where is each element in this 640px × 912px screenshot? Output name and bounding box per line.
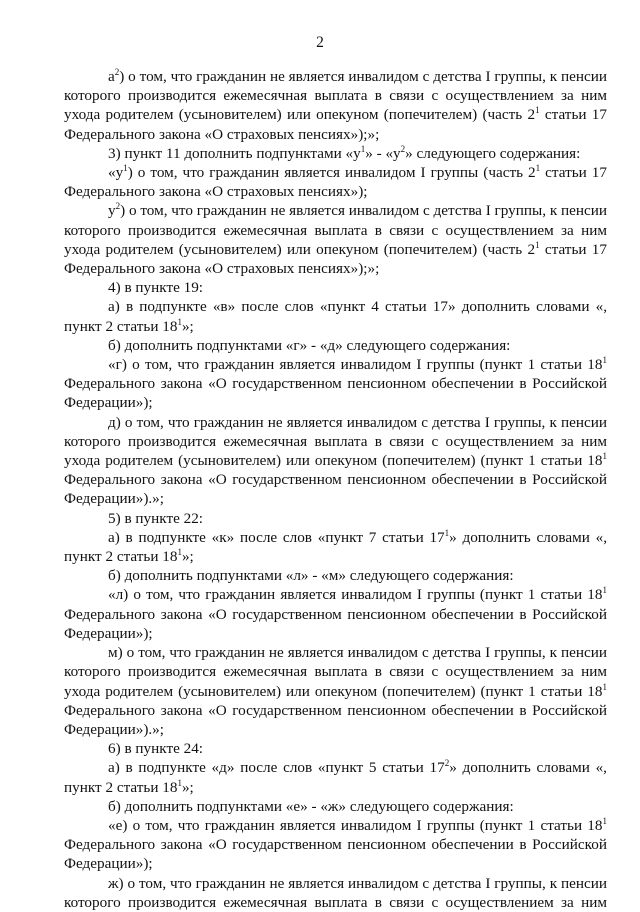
paragraph: а) в подпункте «в» после слов «пункт 4 статьи 17» дополнить словами «, пункт 2 статьи $18^1$»; [64,298,607,335]
page-number: 2 [316,34,324,51]
paragraph: м) о том, что гражданин не является инвалидом с детства I группы, к пенсии которого производится ежемесячная выплата в связи с осуществлением за ним ухода родителем (усыновителем) или опекуном (попечителем) (пункт 1 статьи $18^1$ Федерального закона «О государственном пенсионном обеспечении в Российской Федерации»).»; [64,644,607,738]
paragraph: «г) о том, что гражданин является инвалидом I группы (пункт 1 статьи $18^1$ Федерального закона «О государственном пенсионном обеспечении в Российской Федерации»); [64,355,607,412]
paragraph: д) о том, что гражданин не является инвалидом с детства I группы, к пенсии которого производится ежемесячная выплата в связи с осуществлением за ним ухода родителем (усыновителем) или опекуном (попечителем) (пункт 1 статьи $18^1$ Федерального закона «О государственном пенсионном обеспечении в Российской Федерации»).»; [64,413,607,508]
paragraph: 4) в пункте 19: [108,279,204,297]
paragraph: б) дополнить подпунктами «л» - «м» следующего содержания: [108,567,514,585]
paragraph: 6) в пункте 24: [108,740,204,758]
paragraph: б) дополнить подпунктами «е» - «ж» следующего содержания: [108,797,514,815]
paragraph: $а^2$) о том, что гражданин не является инвалидом с детства I группы, к пенсии которого производится ежемесячная выплата в связи с осуществлением за ним ухода родителем (усыновителем) или опекуном (попечителем) (часть $2^1$ статьи 17 Федерального закона «О страховых пенсиях»);»; [64,67,607,143]
paragraph: «л) о том, что гражданин является инвалидом I группы (пункт 1 статьи $18^1$ Федерального закона «О государственном пенсионном обеспечении в Российской Федерации»); [64,585,607,642]
paragraph: 5) в пункте 22: [108,509,204,527]
document-body [64,67,607,912]
paragraph: а) в подпункте «к» после слов «пункт 7 статьи $17^1$» дополнить словами «, пункт 2 статьи $18^1$»; [64,527,607,566]
paragraph: б) дополнить подпунктами «г» - «д» следующего содержания: [108,336,511,354]
paragraph: 3) пункт 11 дополнить подпунктами «$у^1$» - «$у^2$» следующего содержания: [108,143,581,162]
paragraph: $у^2$) о том, что гражданин не является инвалидом с детства I группы, к пенсии которого производится ежемесячная выплата в связи с осуществлением за ним ухода родителем (усыновителем) или опекуном (попечителем) (часть $2^1$ статьи 17 Федерального закона «О страховых пенсиях»);»; [64,201,607,278]
paragraph: «$у^1$) о том, что гражданин является инвалидом I группы (часть $2^1$ статьи 17 Федерального закона «О страховых пенсиях»); [64,163,607,201]
paragraph: ж) о том, что гражданин не является инвалидом с детства I группы, к пенсии которого производится ежемесячная выплата в связи с осуществлением за ним [64,874,607,911]
paragraph: а) в подпункте «д» после слов «пункт 5 статьи $17^2$» дополнить словами «, пункт 2 статьи $18^1$»; [64,758,607,796]
paragraph: «е) о том, что гражданин является инвалидом I группы (пункт 1 статьи $18^1$ Федерального закона «О государственном пенсионном обеспечении в Российской Федерации»); [64,815,607,873]
